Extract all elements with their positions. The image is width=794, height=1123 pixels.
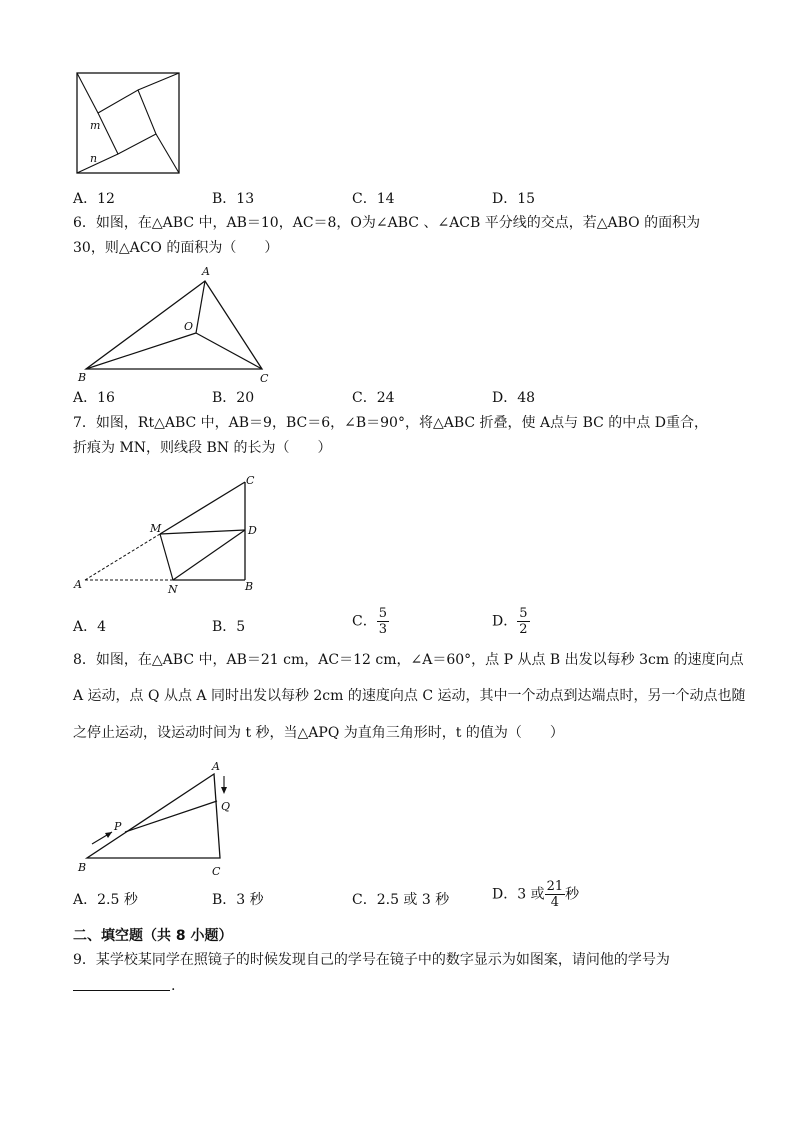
q8-question-line2: A 运动，点 Q 从点 A 同时出发以每秒 2cm 的速度向点 C 运动，其中一个动点到达端点时，另一个动点也随 [73, 688, 746, 704]
q5-label-m: m [90, 119, 101, 132]
q6-triangle-figure [72, 263, 282, 388]
q8-option-b: B．3 秒 [212, 892, 264, 908]
q8-option-d-fraction: $\frac{21}{4}$ [546, 879, 564, 910]
q7-option-c: C． $\frac{5}{3}$ [352, 606, 387, 637]
q8-option-a: A．2.5 秒 [73, 892, 138, 908]
q7-label-b: B [245, 580, 254, 593]
q7-option-a: A．4 [73, 619, 107, 635]
section-2-title: 二、填空题（共 8 小题） [73, 928, 233, 944]
q9-end-period: . [171, 978, 176, 994]
q8-label-a: A [212, 760, 220, 773]
q8-option-c: C．2.5 或 3 秒 [352, 892, 450, 908]
q6-label-a: A [202, 265, 210, 278]
q9-answer-blank[interactable] [73, 990, 170, 991]
q7-label-a: A [74, 578, 82, 591]
q6-option-c: C．24 [352, 390, 395, 406]
q6-question-line1: 6．如图，在△ABC 中，AB＝10，AC＝8，O为∠ABC 、∠ACB 平分线的交点，若△ABO 的面积为 [73, 215, 701, 231]
q7-option-c-fraction: $\frac{5}{3}$ [378, 606, 387, 637]
q7-option-d: D． $\frac{5}{2}$ [492, 606, 528, 637]
q7-label-n: N [168, 583, 178, 596]
q6-label-c: C [260, 372, 269, 385]
q7-question-line2: 折痕为 MN，则线段 BN 的长为（ ） [73, 440, 332, 456]
q6-option-d: D．48 [492, 390, 536, 406]
q6-option-a: A．16 [73, 390, 115, 406]
q7-fold-figure [70, 470, 270, 596]
q8-option-d: D．3 或 $\frac{21}{4}$ 秒 [492, 879, 580, 910]
q5-option-b: B．13 [212, 191, 255, 207]
q7-option-b: B．5 [212, 619, 246, 635]
q8-label-q: Q [221, 800, 231, 813]
q8-label-b: B [78, 861, 87, 874]
q8-moving-points-figure [72, 758, 247, 880]
q5-option-d: D．15 [492, 191, 536, 207]
q5-option-c: C．14 [352, 191, 395, 207]
q5-square-figure [70, 68, 185, 178]
q7-option-d-fraction: $\frac{5}{2}$ [519, 606, 528, 637]
q6-question-line2: 30，则△ACO 的面积为（ ） [73, 240, 279, 256]
q6-label-o: O [184, 320, 194, 333]
q7-question-line1: 7．如图，Rt△ABC 中，AB＝9，BC＝6，∠B＝90°，将△ABC 折叠，使 A点与 BC 的中点 D重合， [73, 415, 708, 431]
q8-question-line1: 8．如图，在△ABC 中，AB＝21 cm，AC＝12 cm，∠A＝60°，点 P 从点 B 出发以每秒 3cm 的速度向点 [73, 652, 744, 668]
q8-label-c: C [212, 865, 221, 878]
q7-label-d: D [248, 524, 257, 537]
q7-label-c: C [246, 474, 255, 487]
q8-question-line3: 之停止运动，设运动时间为 t 秒，当△APQ 为直角三角形时，t 的值为（ ） [73, 725, 564, 741]
q9-question-line1: 9．某学校某同学在照镜子的时候发现自己的学号在镜子中的数字显示为如图案，请问他的学号为 [73, 952, 670, 968]
q5-option-a: A．12 [73, 191, 115, 207]
q6-label-b: B [78, 371, 87, 384]
q6-option-b: B．20 [212, 390, 255, 406]
q5-label-n: n [90, 152, 98, 165]
q7-label-m: M [150, 522, 162, 535]
q8-label-p: P [114, 820, 122, 833]
